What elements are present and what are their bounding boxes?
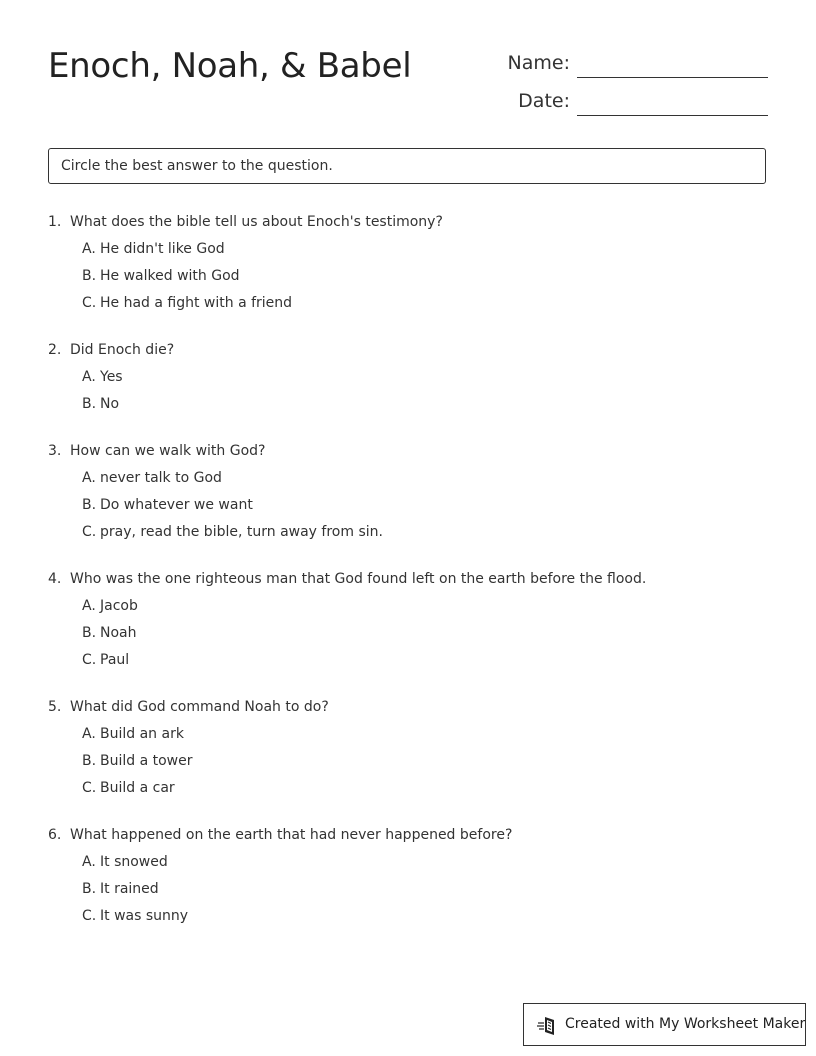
answer-option-b[interactable] — [82, 266, 240, 286]
option-text: He walked with God — [100, 268, 240, 284]
option-text: Paul — [100, 652, 130, 668]
question-list — [48, 212, 788, 953]
option-text: Build an ark — [100, 726, 184, 742]
question-text: Who was the one righteous man that God found left on the earth before the flood. — [70, 571, 647, 587]
worksheet-maker-logo-icon — [537, 1016, 559, 1036]
option-text: Yes — [100, 369, 123, 385]
option-text: He didn't like God — [100, 241, 225, 257]
question-number: 6. — [48, 827, 62, 843]
question-3 — [48, 441, 788, 569]
option-text: Jacob — [100, 598, 138, 614]
option-letter: C. — [82, 652, 97, 668]
answer-option-a[interactable] — [82, 852, 168, 872]
option-text: never talk to God — [100, 470, 222, 486]
option-text: Noah — [100, 625, 137, 641]
answer-option-c[interactable] — [82, 906, 188, 926]
option-text: Build a tower — [100, 753, 193, 769]
option-letter: B. — [82, 753, 97, 769]
date-line[interactable] — [577, 115, 768, 116]
option-letter: A. — [82, 470, 96, 486]
question-text: What happened on the earth that had never happened before? — [70, 827, 513, 843]
answer-option-c[interactable] — [82, 650, 129, 670]
option-letter: C. — [82, 295, 97, 311]
answer-option-a[interactable] — [82, 367, 123, 387]
option-letter: B. — [82, 625, 97, 641]
date-label: Date: — [518, 90, 570, 112]
question-text: How can we walk with God? — [70, 443, 266, 459]
answer-option-b[interactable] — [82, 751, 193, 771]
answer-option-a[interactable] — [82, 724, 184, 744]
name-field[interactable] — [490, 48, 768, 78]
question-number: 5. — [48, 699, 62, 715]
question-number: 3. — [48, 443, 62, 459]
question-number: 4. — [48, 571, 62, 587]
answer-option-a[interactable] — [82, 239, 225, 259]
name-label: Name: — [507, 52, 570, 74]
question-text: Did Enoch die? — [70, 342, 175, 358]
option-text: It snowed — [100, 854, 168, 870]
option-letter: A. — [82, 854, 96, 870]
option-letter: A. — [82, 241, 96, 257]
badge-text: Created with My Worksheet Maker — [565, 1016, 806, 1032]
option-text: pray, read the bible, turn away from sin. — [100, 524, 383, 540]
question-text: What did God command Noah to do? — [70, 699, 329, 715]
option-text: No — [100, 396, 120, 412]
option-letter: C. — [82, 908, 97, 924]
name-line[interactable] — [577, 77, 768, 78]
question-text: What does the bible tell us about Enoch's testimony? — [70, 214, 443, 230]
option-letter: A. — [82, 369, 96, 385]
instructions-box: Circle the best answer to the question. — [48, 148, 766, 184]
answer-option-c[interactable] — [82, 293, 292, 313]
option-letter: A. — [82, 598, 96, 614]
answer-option-a[interactable] — [82, 468, 222, 488]
option-text: It was sunny — [100, 908, 189, 924]
option-text: It rained — [100, 881, 159, 897]
option-letter: C. — [82, 524, 97, 540]
question-5 — [48, 697, 788, 825]
option-text: Build a car — [100, 780, 175, 796]
question-2 — [48, 340, 788, 441]
answer-option-c[interactable] — [82, 522, 383, 542]
question-6 — [48, 825, 788, 953]
option-letter: B. — [82, 268, 97, 284]
option-letter: B. — [82, 881, 97, 897]
option-letter: A. — [82, 726, 96, 742]
answer-option-b[interactable] — [82, 623, 137, 643]
answer-option-b[interactable] — [82, 495, 253, 515]
answer-option-a[interactable] — [82, 596, 138, 616]
option-letter: C. — [82, 780, 97, 796]
option-text: Do whatever we want — [100, 497, 253, 513]
question-4 — [48, 569, 788, 697]
answer-option-b[interactable] — [82, 394, 119, 414]
option-letter: B. — [82, 497, 97, 513]
question-1 — [48, 212, 788, 340]
question-number: 1. — [48, 214, 62, 230]
date-field[interactable] — [490, 86, 768, 116]
option-letter: B. — [82, 396, 97, 412]
page-title: Enoch, Noah, & Babel — [48, 46, 412, 86]
answer-option-b[interactable] — [82, 879, 159, 899]
question-number: 2. — [48, 342, 62, 358]
option-text: He had a fight with a friend — [100, 295, 293, 311]
created-with-badge[interactable] — [523, 1003, 806, 1046]
answer-option-c[interactable] — [82, 778, 175, 798]
